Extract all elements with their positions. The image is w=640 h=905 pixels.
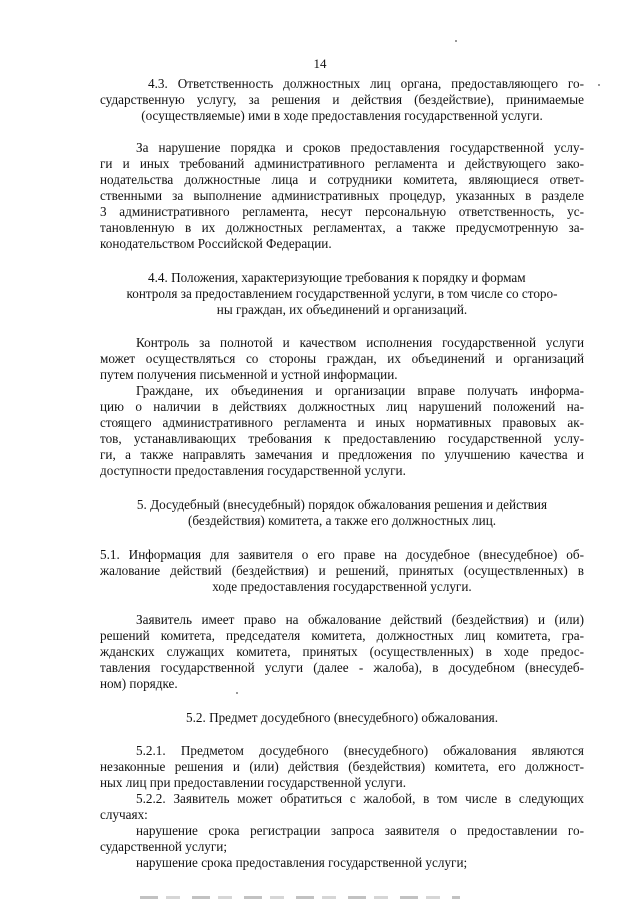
text-line: тов, устанавливающих требования к предоставлению государственной услу- <box>100 431 584 446</box>
page-number: 14 <box>313 56 327 71</box>
text-line: 5.2.2. Заявитель может обратиться с жалобой, в том числе в следующих <box>136 791 584 806</box>
scan-edge-artifact <box>140 896 460 899</box>
text-line: (осуществляемые) ими в ходе предоставления государственной услуги. <box>141 108 543 123</box>
scan-speck <box>236 692 238 694</box>
text-line: тановленную в их должностных регламентах, а также предусмотренную за- <box>100 220 584 235</box>
text-line: путем получения письменной и устной информации. <box>100 367 398 382</box>
text-line: ном) порядке. <box>100 676 178 691</box>
text-line: контроля за предоставлением государственной услуги, в том числе со сторо- <box>126 286 558 301</box>
text-line: случаях: <box>100 807 148 822</box>
text-line: Граждане, их объединения и организации вправе получать информа- <box>136 383 584 398</box>
text-line: нодательства должностные лица и сотрудники комитета, являющиеся ответ- <box>100 172 584 187</box>
text-line: жданских служащих комитета, принятых (осуществленных) в ходе предос- <box>100 644 584 659</box>
text-line: цию о наличии в действиях должностных лиц нарушений положений на- <box>100 399 584 414</box>
text-line: ходе предоставления государственной услуги. <box>212 579 472 594</box>
text-line: 4.4. Положения, характеризующие требования к порядку и формам <box>148 270 526 285</box>
text-line: 5.2. Предмет досудебного (внесудебного) обжалования. <box>185 710 498 725</box>
text-line: ны граждан, их объединений и организаций. <box>216 302 468 317</box>
text-line: решений комитета, председателя комитета, должностных лиц комитета, гра- <box>100 628 584 643</box>
text-line: 5. Досудебный (внесудебный) порядок обжалования решения и действия <box>136 497 548 512</box>
text-line: незаконные решения и (или) действия (бездействия) комитета, его должност- <box>100 759 584 774</box>
text-line: 3 административного регламента, несут персональную ответственность, ус- <box>100 204 584 219</box>
text-line: жалование действий (бездействия) и решений, принятых (осуществленных) в <box>100 563 584 578</box>
text-line: ги и иных требований административного регламента и действующего зако- <box>100 156 584 171</box>
text-line: ных лиц при предоставлении государственной услуги. <box>100 775 407 790</box>
text-line: ги, а также направлять замечания и предложения по улучшению качества и <box>100 447 584 462</box>
text-line: Заявитель имеет право на обжалование действий (бездействия) и (или) <box>136 612 584 627</box>
text-line: 4.3. Ответственность должностных лиц органа, предоставляющего го- <box>148 76 584 91</box>
text-line: ственными за выполнение административных процедур, указанных в разделе <box>100 188 584 203</box>
text-line: сударственную услугу, за решения и действия (бездействие), принимаемые <box>100 92 584 107</box>
text-line: конодательством Российской Федерации. <box>100 236 332 251</box>
text-line: нарушение срока регистрации запроса заявителя о предоставлении го- <box>136 823 584 838</box>
text-line: доступности предоставления государственной услуги. <box>100 463 406 478</box>
text-line: нарушение срока предоставления государственной услуги; <box>136 855 468 870</box>
text-line: стоящего административного регламента и иных нормативных правовых ак- <box>100 415 584 430</box>
text-line: Контроль за полнотой и качеством исполнения государственной услуги <box>136 335 584 350</box>
text-line: тавления государственной услуги (далее - жалоба), в досудебном (внесудеб- <box>100 660 584 675</box>
text-line: может осуществляться со стороны граждан, их объединений и организаций <box>100 351 584 366</box>
text-line: 5.1. Информация для заявителя о его праве на досудебное (внесудебное) об- <box>100 547 584 562</box>
scan-speck <box>455 40 457 42</box>
text-line: сударственной услуги; <box>100 839 228 854</box>
text-line: За нарушение порядка и сроков предоставления государственной услу- <box>136 140 584 155</box>
text-line: (бездействия) комитета, а также его должностных лиц. <box>187 513 497 528</box>
scan-speck <box>598 84 600 86</box>
text-line: 5.2.1. Предметом досудебного (внесудебного) обжалования являются <box>136 743 584 758</box>
